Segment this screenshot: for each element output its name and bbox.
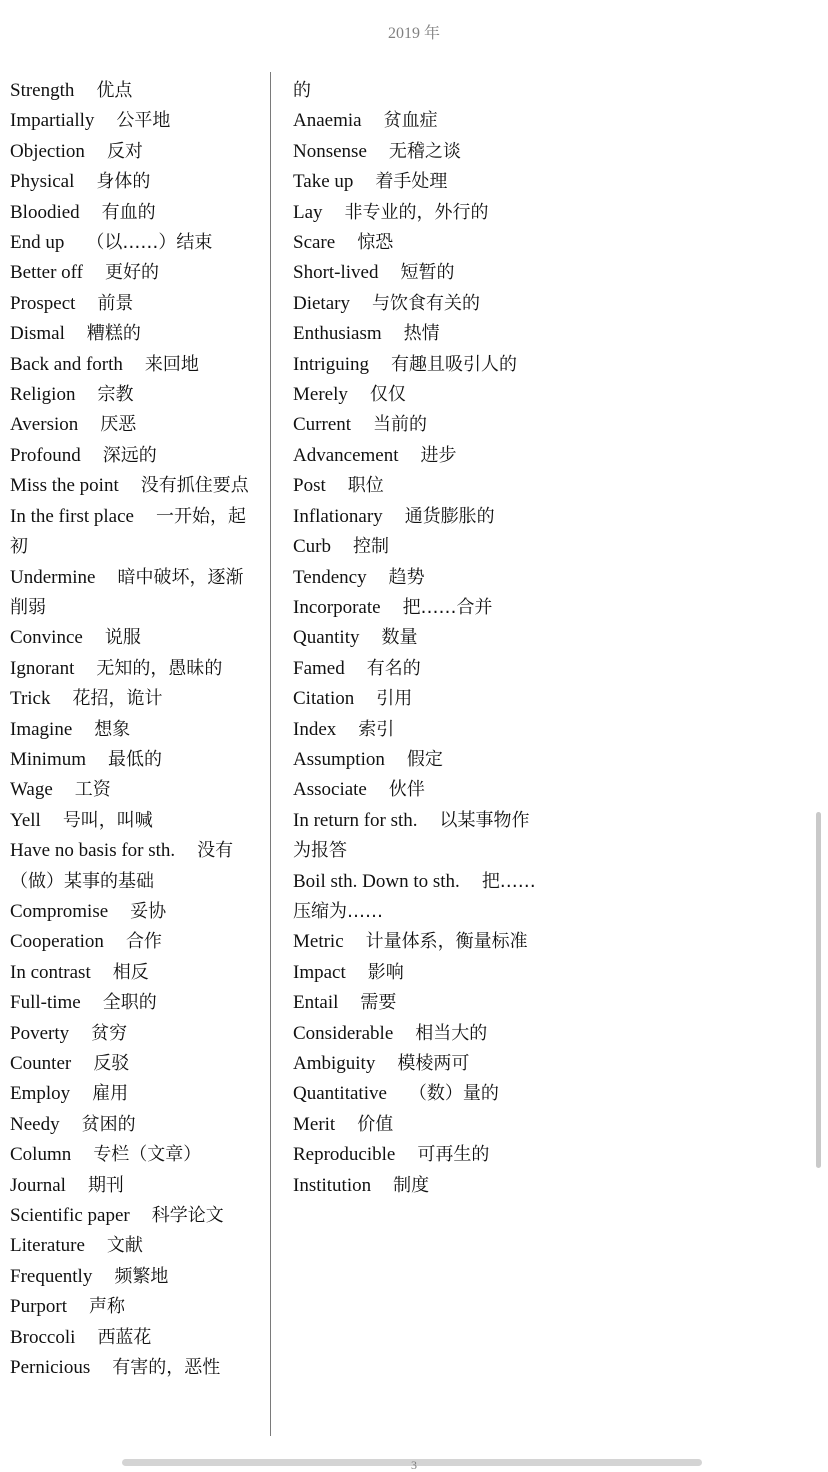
vocab-meaning: 惊恐 [357,232,394,254]
vocab-entry [10,1019,258,1049]
vocab-entry [293,106,541,136]
vocab-entry [293,167,541,197]
vocab-meaning: 没有（做）某事的基础 [10,840,234,892]
vocab-term: Merit [293,1113,336,1135]
vocab-meaning: （以……）结束 [86,232,213,254]
vocab-term: In contrast [10,961,91,983]
vocab-entry [293,867,541,928]
vocab-entry [10,1231,258,1261]
vocab-entry [10,410,258,440]
vocab-entry [293,623,541,653]
vocab-entry [10,167,258,197]
vocab-meaning: 引用 [376,688,413,710]
vocab-term: Reproducible [293,1144,396,1166]
vocab-term: In return for sth. [293,809,418,831]
vocab-entry [293,1171,541,1201]
vocab-entry [10,563,258,624]
vocab-entry [10,106,258,136]
vocab-term: Index [293,718,337,740]
vocab-term: Institution [293,1174,372,1196]
vocab-meaning: 贫困的 [81,1113,136,1135]
vocab-meaning: 把……压缩为…… [293,870,536,922]
vocab-term: Merely [293,384,348,406]
vocab-entry [10,1079,258,1109]
vocab-entry [293,1019,541,1049]
vocab-entry [10,1323,258,1353]
vocab-term: Quantity [293,627,360,649]
vocab-entry [293,471,541,501]
vocab-column-right [293,76,541,1201]
vocab-term: Have no basis for sth. [10,840,176,862]
vocab-entry [293,410,541,440]
vocab-meaning: 需要 [360,992,397,1014]
vocab-term: Anaemia [293,110,362,132]
vocab-meaning: 可再生的 [417,1144,490,1166]
vocab-meaning: 一开始，起初 [10,505,246,558]
vocab-entry [293,563,541,593]
vocab-entry [293,502,541,532]
vocab-entry [293,532,541,562]
vocab-meaning: 西蓝花 [97,1326,152,1348]
vocab-meaning: 相反 [112,961,149,983]
vocab-term: Poverty [10,1022,70,1044]
vocab-meaning: 通货膨胀的 [404,505,495,527]
vocab-entry [10,1140,258,1170]
vocab-entry [293,258,541,288]
vocab-entry [293,775,541,805]
vocab-term: Entail [293,992,339,1014]
vocab-term: Incorporate [293,596,381,618]
vocab-meaning: 雇用 [92,1083,129,1105]
vocab-meaning: 贫穷 [91,1022,128,1044]
vocab-entry [293,684,541,714]
vocab-meaning: 专栏（文章） [93,1144,202,1166]
vocab-entry [10,76,258,106]
vocab-term: Dismal [10,323,65,345]
vocab-meaning: 最低的 [108,748,163,770]
vocab-meaning: 号叫，叫喊 [62,809,153,831]
vocab-meaning: 期刊 [87,1174,124,1196]
vocab-term: Scare [293,232,336,254]
vocab-entry [10,350,258,380]
vocab-term: Column [10,1144,72,1166]
vocab-entry [10,715,258,745]
vocab-term: Convince [10,627,83,649]
vocab-meaning: 有血的 [101,201,156,223]
vocab-term: Quantitative [293,1083,387,1105]
vocab-meaning: 反对 [106,140,143,162]
vocab-entry [293,1110,541,1140]
vertical-scrollbar[interactable] [816,812,821,1168]
vocab-term: Aversion [10,414,79,436]
vocab-entry [293,593,541,623]
vocab-entry [293,1049,541,1079]
vocab-term: Famed [293,657,345,679]
vocab-meaning: 模棱两可 [397,1053,470,1074]
vocab-term: Boil sth. Down to sth. [293,870,460,892]
vocab-term: Lay [293,201,323,223]
vocab-meaning: 暗中破坏，逐渐削弱 [10,566,244,618]
vocab-term: Religion [10,384,76,406]
vocab-term: Journal [10,1174,66,1196]
vocab-meaning: 趋势 [388,566,425,588]
vocab-term: Take up [293,171,354,193]
vocab-meaning: 职位 [347,475,384,497]
vocab-entry [10,684,258,714]
vocab-term: Cooperation [10,931,104,953]
vocab-meaning: 全职的 [102,992,157,1014]
vocab-column-left [10,76,258,1383]
vocab-meaning: 无知的，愚昧的 [96,657,223,679]
vocab-meaning: 工资 [74,779,111,801]
vocab-meaning: 进步 [420,444,457,466]
vocab-entry [10,380,258,410]
vocab-meaning: 当前的 [373,414,428,436]
vocab-term: Needy [10,1113,60,1135]
vocab-entry [10,1292,258,1322]
vocab-meaning: 短暂的 [400,262,455,284]
vocab-term: Short-lived [293,262,379,284]
vocab-meaning: 深远的 [102,444,157,466]
vocab-meaning: 更好的 [105,262,159,284]
vocab-term: Curb [293,536,331,558]
vocab-term: Employ [10,1083,71,1105]
vocab-entry [293,715,541,745]
vocab-meaning: （数）量的 [408,1083,499,1105]
vocab-entry [10,502,258,563]
vocab-term: Wage [10,779,53,801]
vocab-entry [10,745,258,775]
vocab-meaning: 伙伴 [388,779,425,801]
vocab-entry [293,319,541,349]
vocab-entry [10,623,258,653]
vocab-entry [10,471,258,501]
vocab-term: Full-time [10,992,81,1014]
vocab-meaning: 科学论文 [151,1205,224,1227]
vocab-entry [293,289,541,319]
vocab-term: Prospect [10,292,76,314]
vocab-meaning: 着手处理 [375,171,448,193]
vocab-term: In the first place [10,505,134,527]
vocab-meaning: 糟糕的 [86,323,141,345]
vocab-term: Trick [10,688,51,710]
vocab-term: Minimum [10,748,87,770]
vocab-meaning: 妥协 [130,900,167,922]
page-header-year: 2019 年 [387,25,440,42]
vocab-term: Post [293,475,326,497]
vocab-entry [10,836,258,897]
vocab-entry [293,958,541,988]
vocab-meaning: 声称 [89,1296,125,1318]
vocab-meaning: 索引 [358,718,395,740]
vocab-term: Current [293,414,352,436]
vocab-term: Broccoli [10,1326,76,1348]
vocab-meaning: 与饮食有关的 [371,292,480,314]
vocab-term: Profound [10,444,81,466]
vocab-meaning: 有名的 [366,657,421,679]
vocab-term: Objection [10,140,85,162]
vocab-entry [10,1171,258,1201]
vocab-meaning: 无稽之谈 [388,140,461,162]
column-divider [270,72,271,1436]
vocab-meaning: 热情 [403,323,440,345]
vocab-term: Back and forth [10,353,123,375]
vocab-entry [293,1079,541,1109]
vocab-term: Citation [293,688,355,710]
vocab-entry [293,198,541,228]
vocab-entry [293,1140,541,1170]
vocab-meaning: 的 [293,80,311,101]
vocab-meaning: 宗教 [97,384,134,406]
vocab-term: Tendency [293,566,367,588]
vocab-entry [293,806,541,867]
vocab-entry [10,806,258,836]
vocab-meaning: 说服 [104,627,141,649]
vocab-meaning: 没有抓住要点 [140,475,249,497]
vocab-term: Physical [10,171,75,193]
vocab-meaning: 身体的 [96,171,151,193]
vocab-term: Counter [10,1053,72,1074]
vocab-term: Better off [10,262,83,284]
vocab-entry [10,441,258,471]
vocab-term: Considerable [293,1022,394,1044]
vocab-entry [293,228,541,258]
vocab-meaning: 影响 [367,961,404,983]
vocab-term: Purport [10,1296,67,1318]
vocab-term: Inflationary [293,505,383,527]
vocab-entry [10,1262,258,1292]
vocab-meaning: 把……合并 [402,596,493,618]
vocab-meaning: 数量 [381,627,418,649]
vocab-entry [10,927,258,957]
vocab-meaning: 相当大的 [415,1022,488,1044]
vocab-term: Impartially [10,110,95,132]
vocab-meaning: 频繁地 [114,1265,169,1287]
vocab-meaning: 优点 [96,80,133,101]
vocab-term: Impact [293,961,346,983]
vocab-meaning: 贫血症 [383,110,438,132]
vocab-entry [293,76,541,106]
vocab-entry [293,654,541,684]
vocab-entry [10,198,258,228]
vocab-meaning: 合作 [125,931,162,953]
vocab-term: Scientific paper [10,1205,130,1227]
vocab-term: End up [10,232,65,254]
vocab-meaning: 来回地 [144,353,199,375]
vocab-term: Bloodied [10,201,80,223]
vocab-term: Assumption [293,748,385,770]
vocab-meaning: 仅仅 [369,384,406,406]
vocab-term: Pernicious [10,1357,91,1379]
vocab-meaning: 价值 [357,1113,394,1135]
vocab-entry [10,1110,258,1140]
vocab-entry [10,988,258,1018]
vocab-entry [293,441,541,471]
vocab-meaning: 控制 [353,536,389,558]
vocab-term: Miss the point [10,475,119,497]
vocab-term: Literature [10,1235,85,1257]
vocab-meaning: 制度 [393,1174,430,1196]
vocab-meaning: 想象 [94,718,131,740]
vocab-term: Imagine [10,718,73,740]
vocab-entry [10,1201,258,1231]
vocab-term: Strength [10,80,75,101]
vocab-entry [293,137,541,167]
vocab-term: Ignorant [10,657,75,679]
vocab-term: Undermine [10,566,96,588]
vocab-entry [10,1049,258,1079]
vocab-entry [10,258,258,288]
vocab-entry [293,380,541,410]
vocab-term: Metric [293,931,344,953]
vocab-entry [10,897,258,927]
vocab-term: Yell [10,809,41,831]
vocab-meaning: 有趣且吸引人的 [391,353,517,375]
vocab-entry [293,745,541,775]
vocab-entry [293,988,541,1018]
vocab-meaning: 厌恶 [100,414,137,436]
page-number: 3 [411,1458,417,1472]
vocab-term: Ambiguity [293,1053,376,1074]
vocab-meaning: 有害的，恶性 [112,1357,221,1379]
vocab-meaning: 公平地 [116,110,171,132]
vocab-term: Frequently [10,1265,93,1287]
vocab-entry [10,289,258,319]
vocab-entry [293,927,541,957]
vocab-meaning: 文献 [106,1235,143,1257]
vocab-entry [10,654,258,684]
vocab-entry [10,228,258,258]
vocab-term: Compromise [10,900,109,922]
vocab-meaning: 非专业的，外行的 [344,201,489,223]
vocab-entry [10,319,258,349]
vocab-entry [293,350,541,380]
vocab-meaning: 前景 [97,292,134,314]
vocab-meaning: 以某事物作为报答 [293,809,530,862]
vocab-meaning: 假定 [406,748,443,770]
vocab-term: Advancement [293,444,399,466]
vocab-term: Enthusiasm [293,323,382,345]
vocab-meaning: 计量体系，衡量标准 [365,931,528,953]
vocab-entry [10,775,258,805]
vocab-meaning: 反驳 [93,1053,130,1074]
vocab-term: Dietary [293,292,350,314]
vocab-meaning: 花招，诡计 [72,688,163,710]
vocab-term: Nonsense [293,140,367,162]
vocab-entry [10,958,258,988]
vocab-term: Associate [293,779,367,801]
vocab-term: Intriguing [293,353,369,375]
vocab-entry [10,137,258,167]
vocab-entry [10,1353,258,1383]
